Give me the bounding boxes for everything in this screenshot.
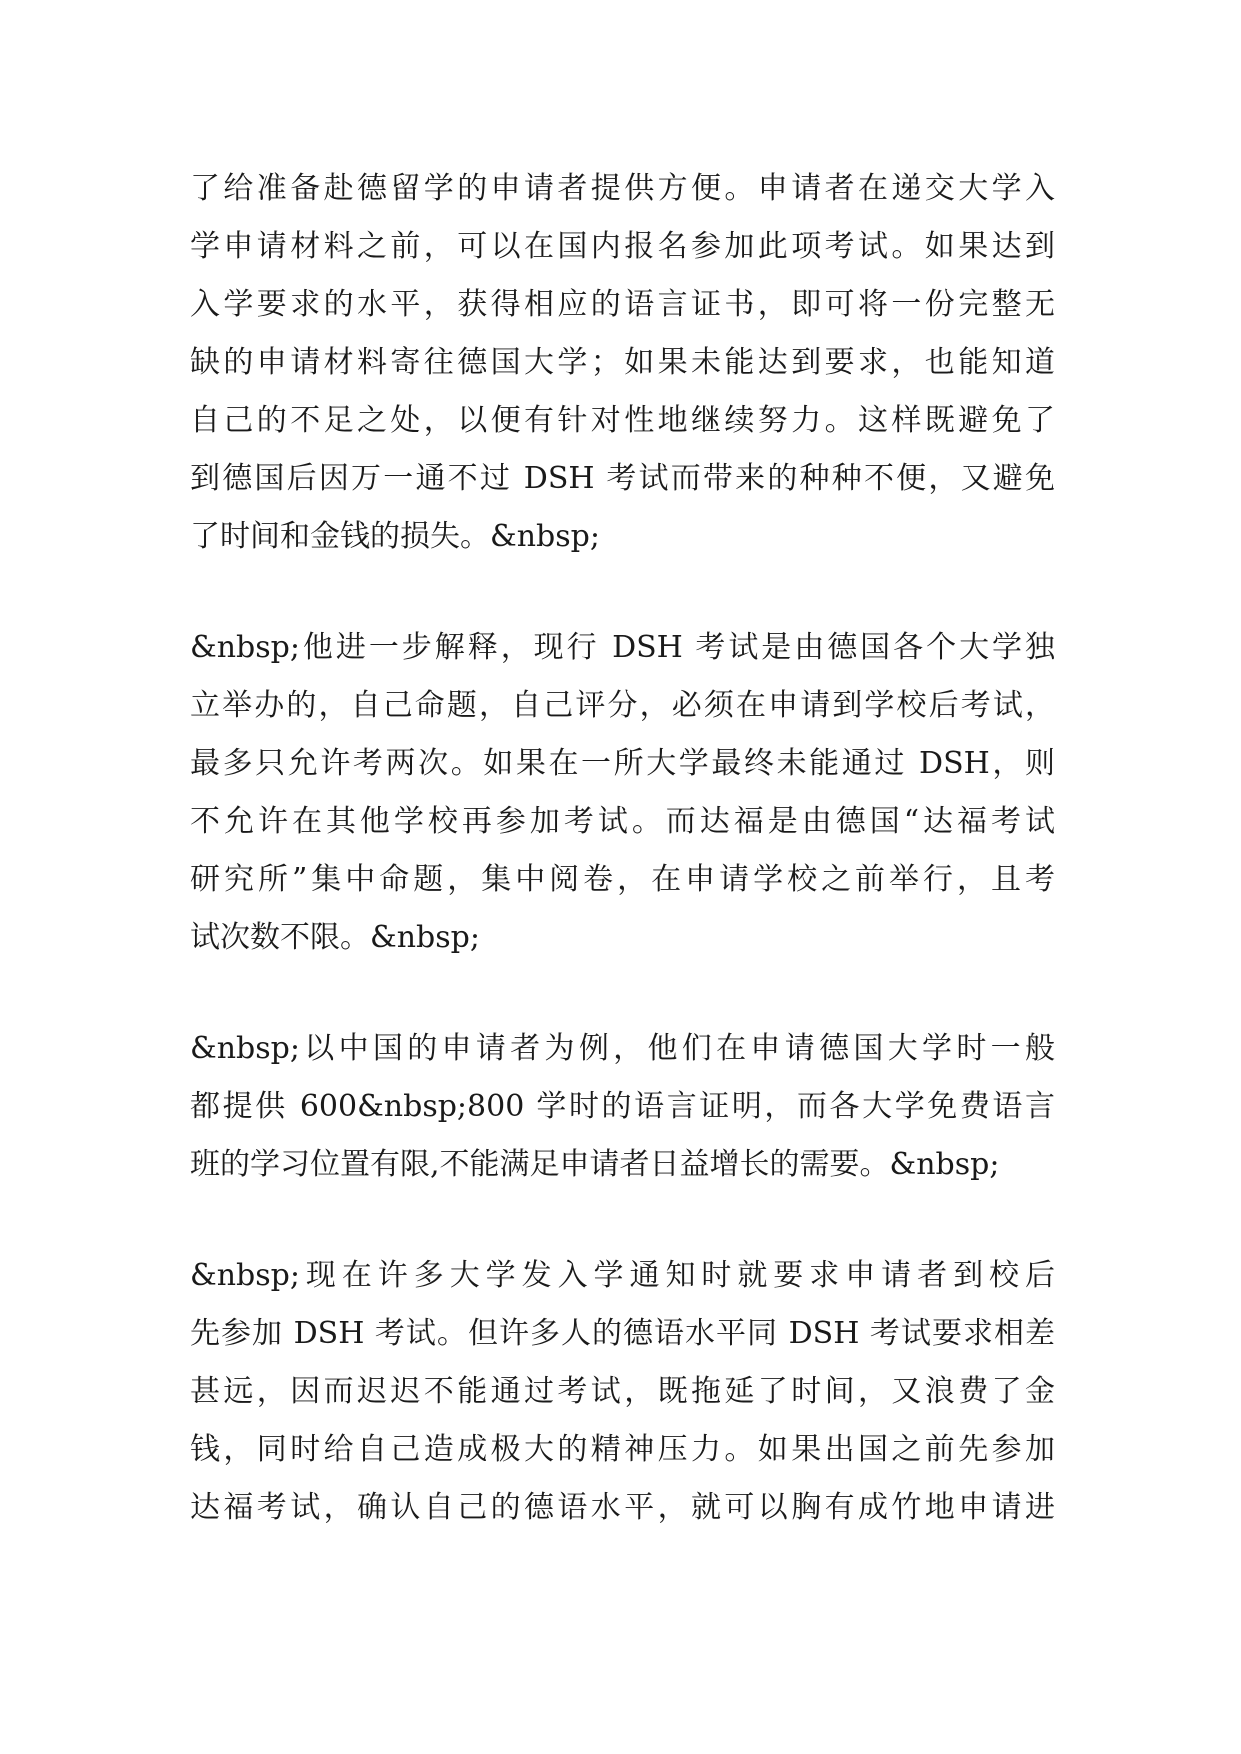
text-line: 了给准备赴德留学的申请者提供方便。申请者在递交大学入 — [190, 171, 1055, 206]
text-line: &nbsp;以中国的申请者为例，他们在申请德国大学时一般 — [190, 1031, 1055, 1066]
text-line: 达福考试，确认自己的德语水平，就可以胸有成竹地申请进 — [190, 1490, 1055, 1525]
text-line: 入学要求的水平，获得相应的语言证书，即可将一份完整无 — [190, 287, 1055, 322]
text-line: 甚远，因而迟迟不能通过考试，既拖延了时间，又浪费了金 — [190, 1374, 1055, 1409]
text-line: 先参加 DSH 考试。但许多人的德语水平同 DSH 考试要求相差 — [190, 1316, 1055, 1351]
text-line: 缺的申请材料寄往德国大学；如果未能达到要求，也能知道 — [190, 345, 1055, 380]
paragraph-gap — [190, 967, 1055, 1020]
text-line: 最多只允许考两次。如果在一所大学最终未能通过 DSH，则 — [190, 746, 1055, 781]
text-line: 班的学习位置有限,不能满足申请者日益增长的需要。&nbsp; — [190, 1147, 1000, 1182]
paragraph-4 — [190, 1247, 1055, 1537]
paragraph-2 — [190, 619, 1055, 967]
text-line: 到德国后因万一通不过 DSH 考试而带来的种种不便，又避免 — [190, 461, 1055, 496]
paragraph-1 — [190, 160, 1055, 566]
text-line: &nbsp;现在许多大学发入学通知时就要求申请者到校后 — [190, 1258, 1055, 1293]
text-line: 不允许在其他学校再参加考试。而达福是由德国“达福考试 — [190, 804, 1055, 839]
text-line: &nbsp;他进一步解释，现行 DSH 考试是由德国各个大学独 — [190, 630, 1055, 665]
paragraph-gap — [190, 566, 1055, 619]
text-line: 了时间和金钱的损失。&nbsp; — [190, 519, 600, 554]
paragraph-gap — [190, 1194, 1055, 1247]
document-page — [190, 160, 1055, 1537]
text-line: 钱，同时给自己造成极大的精神压力。如果出国之前先参加 — [190, 1432, 1055, 1467]
text-line: 试次数不限。&nbsp; — [190, 920, 480, 955]
text-line: 都提供 600&nbsp;800 学时的语言证明，而各大学免费语言 — [190, 1089, 1055, 1124]
text-line: 研究所”集中命题，集中阅卷，在申请学校之前举行，且考 — [190, 862, 1055, 897]
text-line: 立举办的，自己命题，自己评分，必须在申请到学校后考试， — [190, 688, 1055, 723]
text-line: 学申请材料之前，可以在国内报名参加此项考试。如果达到 — [190, 229, 1055, 264]
text-line: 自己的不足之处，以便有针对性地继续努力。这样既避免了 — [190, 403, 1055, 438]
paragraph-3 — [190, 1020, 1055, 1194]
